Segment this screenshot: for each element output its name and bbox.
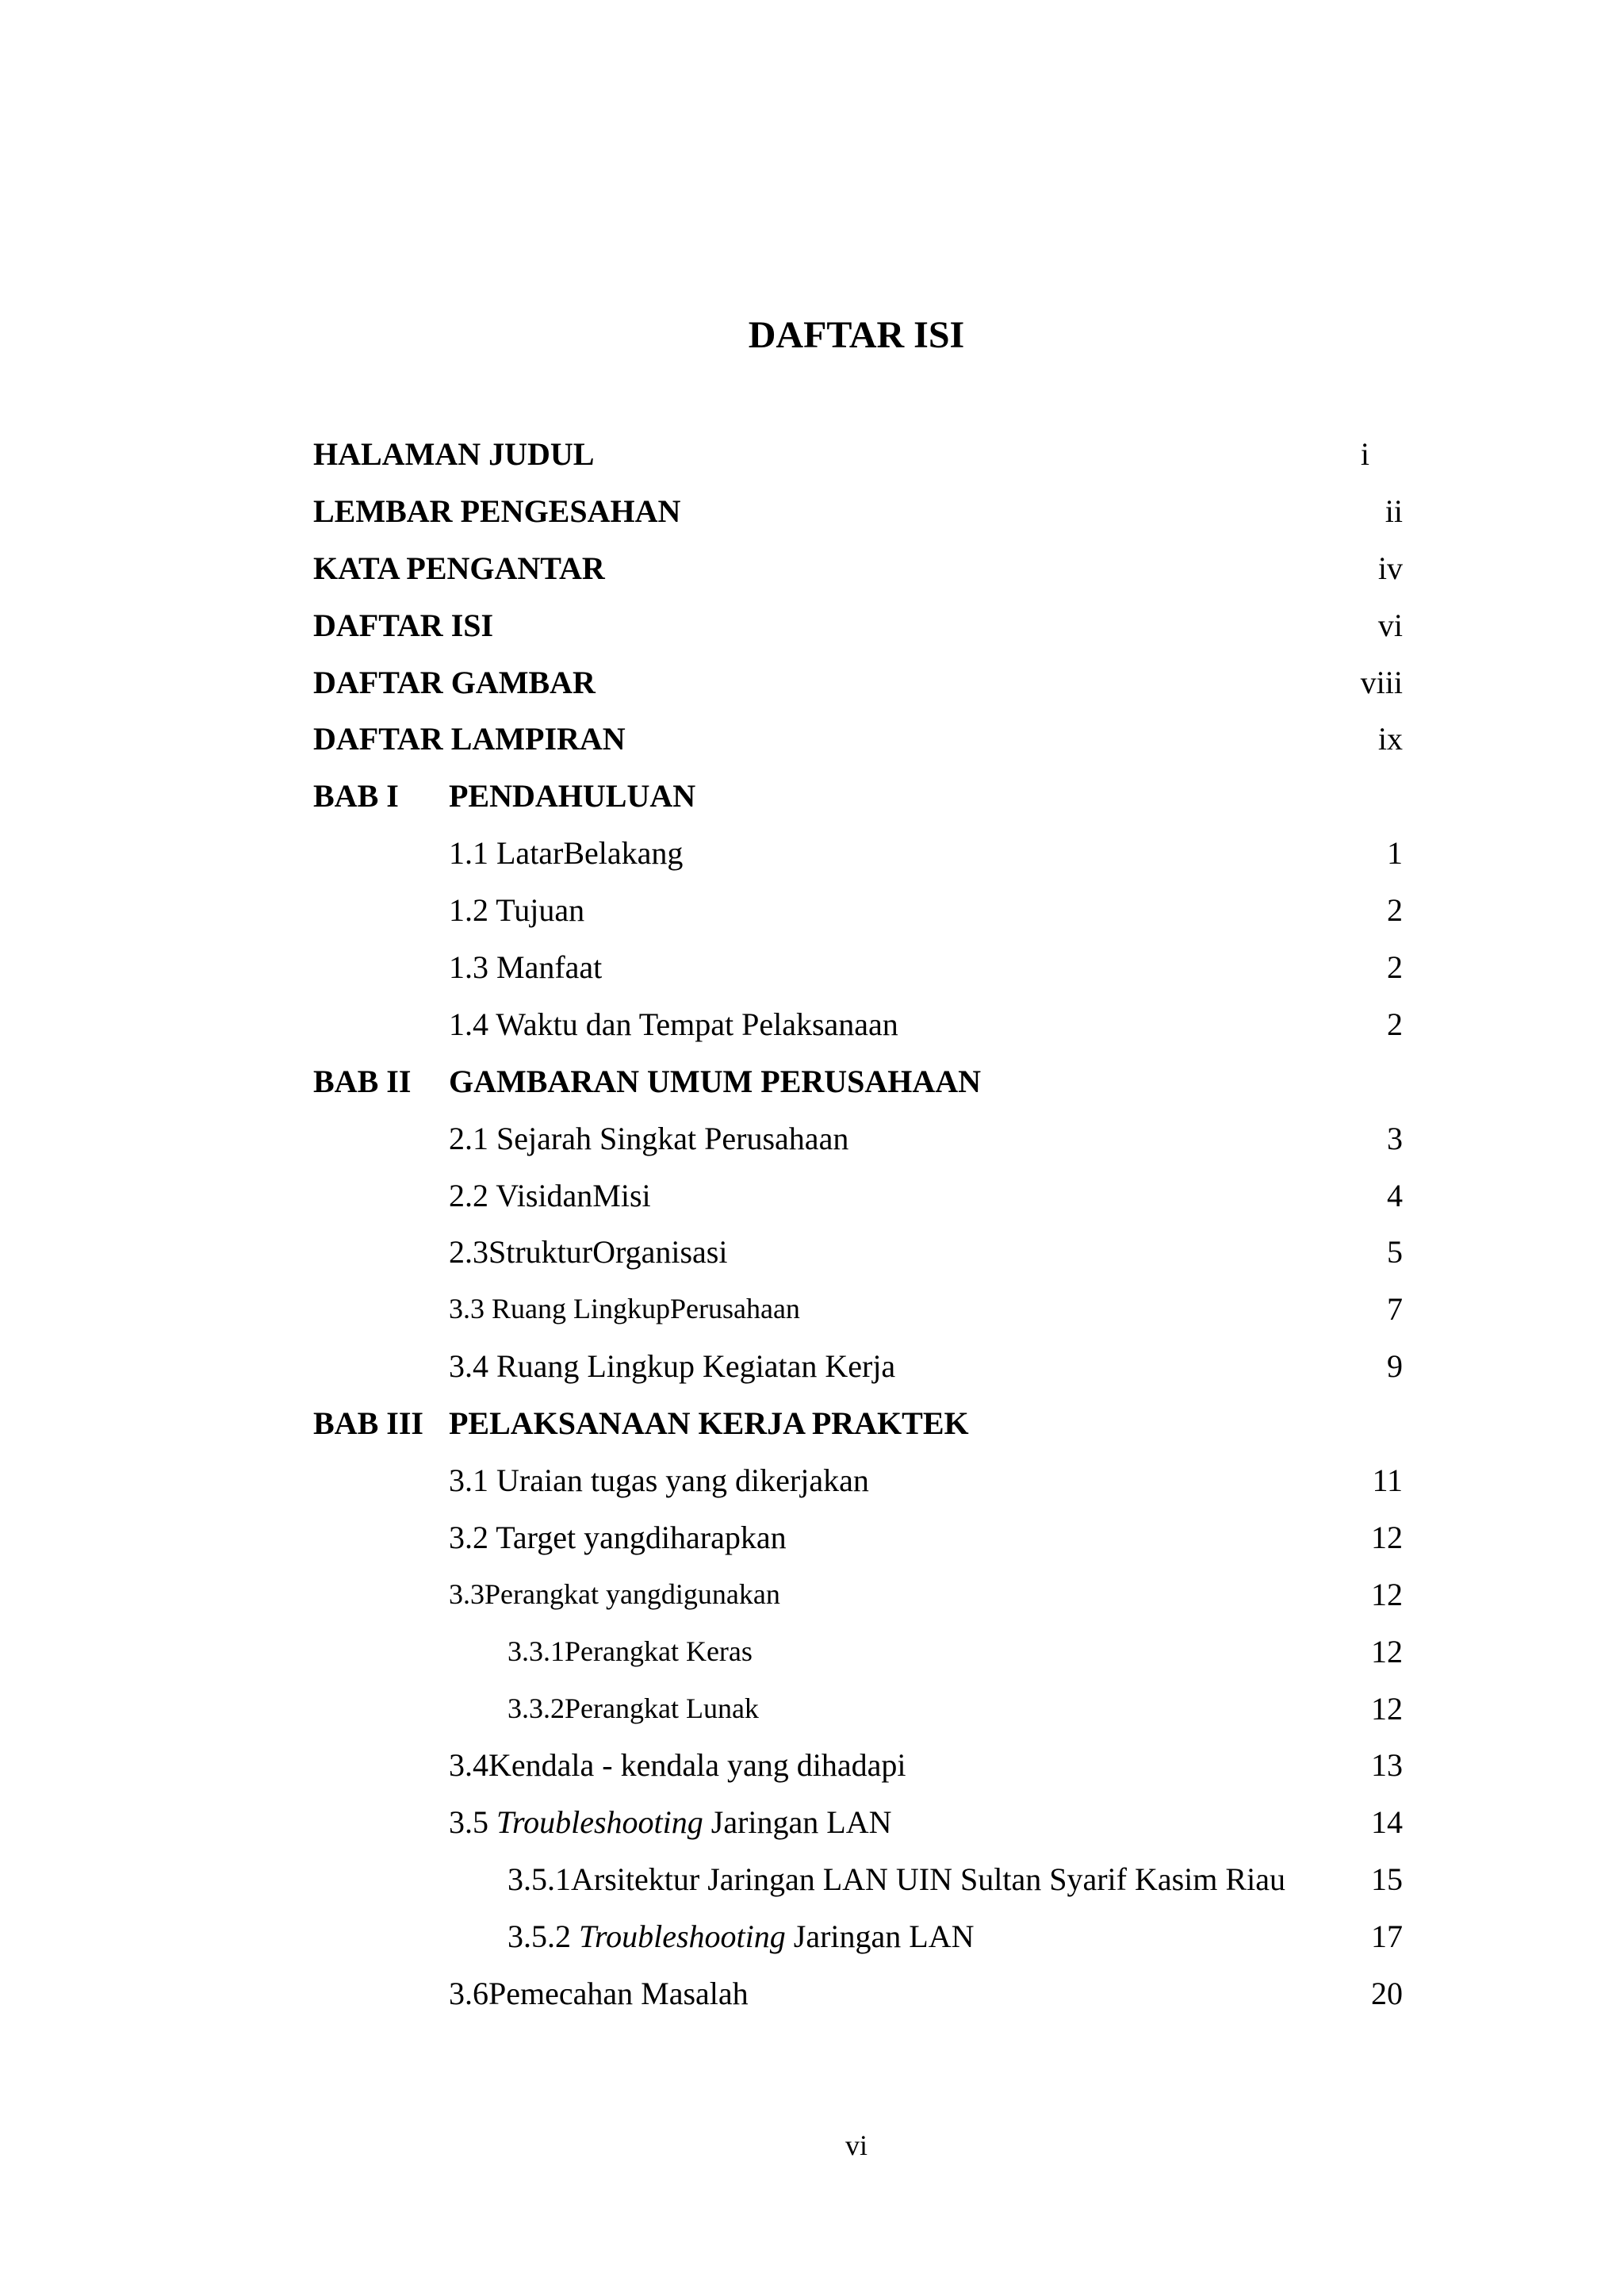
- toc-entry-label: [449, 1965, 749, 2022]
- toc-entry: [313, 1338, 1403, 1395]
- label-text: 3.3 Ruang LingkupPerusahaan: [449, 1293, 800, 1325]
- toc-entry: [313, 711, 1403, 768]
- toc-entry-label: DAFTAR LAMPIRAN: [313, 721, 626, 757]
- label-text: 3.5.1Arsitektur Jaringan LAN UIN Sultan Syarif Kasim Riau: [508, 1861, 1285, 1898]
- toc-entry-page: 2: [1387, 1006, 1403, 1042]
- toc-entry: [313, 1509, 1403, 1566]
- label-text: 3.5: [449, 1804, 496, 1841]
- toc-entry: [313, 483, 1403, 540]
- toc-entry-page: 12: [1371, 1576, 1403, 1612]
- toc-entry-page: 2: [1387, 949, 1403, 986]
- toc-entry-page: 12: [1371, 1633, 1403, 1669]
- label-text: 1.4 Waktu dan Tempat Pelaksanaan: [449, 1006, 898, 1042]
- toc-entry-label: [449, 1281, 800, 1338]
- chapter-number: BAB II: [313, 1063, 412, 1099]
- toc-entry-label: [449, 1794, 892, 1851]
- toc-entry: [313, 1794, 1403, 1851]
- toc-entry-page: ii: [1385, 493, 1403, 529]
- toc-entry-page: 15: [1371, 1861, 1403, 1898]
- label-italic-term: Troubleshooting: [496, 1804, 703, 1841]
- toc-entry: [313, 1681, 1403, 1738]
- toc-entry-label: HALAMAN JUDUL: [313, 436, 595, 472]
- toc-entry-label: [449, 825, 683, 882]
- toc-entry-page: 17: [1371, 1918, 1403, 1955]
- toc-entry-label: [508, 1851, 1285, 1908]
- toc-chapter: [313, 768, 1403, 825]
- label-text: 3.3Perangkat yangdigunakan: [449, 1577, 780, 1610]
- toc-entry-label: [449, 996, 898, 1053]
- toc-entry-label: [449, 1167, 651, 1225]
- toc-entry-page: 3: [1387, 1120, 1403, 1156]
- label-text: 3.6Pemecahan Masalah: [449, 1976, 749, 2012]
- label-text: 3.3.1Perangkat Keras: [508, 1635, 753, 1667]
- toc-chapter: [313, 1395, 1403, 1452]
- toc-entry: [313, 1623, 1403, 1681]
- toc-entry-page: 12: [1371, 1519, 1403, 1555]
- toc-entry-label: [449, 882, 584, 939]
- label-text: Jaringan LAN: [785, 1918, 975, 1955]
- label-text: 2.2 VisidanMisi: [449, 1177, 651, 1213]
- chapter-title: GAMBARAN UMUM PERUSAHAAN: [449, 1063, 982, 1099]
- label-text: 3.4Kendala - kendala yang dihadapi: [449, 1747, 906, 1784]
- toc-entry: [313, 1908, 1403, 1965]
- label-italic-term: Troubleshooting: [579, 1918, 786, 1955]
- toc-entry-page: vi: [1377, 607, 1403, 643]
- toc-entry-page: 2: [1387, 892, 1403, 929]
- toc-entry: [313, 1965, 1403, 2022]
- toc-entry-label: [508, 1908, 975, 1965]
- toc-entry: [313, 939, 1403, 996]
- chapter-number: BAB III: [313, 1405, 423, 1442]
- toc-entry-page: 4: [1387, 1177, 1403, 1213]
- toc-entry: [313, 540, 1403, 597]
- toc-entry-label: [508, 1623, 753, 1681]
- toc-entry-label: KATA PENGANTAR: [313, 550, 605, 586]
- toc-entry-label: [449, 1509, 787, 1566]
- toc-entry-page: 9: [1387, 1348, 1403, 1385]
- label-text: 3.3.2Perangkat Lunak: [508, 1692, 759, 1724]
- toc-entry: [313, 1737, 1403, 1794]
- table-of-contents: [313, 426, 1403, 2022]
- toc-entry-label: [449, 1338, 895, 1395]
- toc-entry-page: 13: [1371, 1747, 1403, 1784]
- toc-entry-label: [449, 1737, 906, 1794]
- chapter-title: PENDAHULUAN: [449, 778, 696, 815]
- toc-entry: [313, 1167, 1403, 1225]
- label-text: 3.2 Target yangdiharapkan: [449, 1519, 787, 1555]
- toc-entry-page: 14: [1371, 1804, 1403, 1841]
- toc-entry-page: 11: [1372, 1462, 1403, 1499]
- toc-entry-page: 20: [1371, 1976, 1403, 2012]
- toc-entry: [313, 1452, 1403, 1509]
- label-text: 2.3StrukturOrganisasi: [449, 1234, 728, 1271]
- label-text: 3.4 Ruang Lingkup Kegiatan Kerja: [449, 1348, 896, 1385]
- toc-entry: [313, 1281, 1403, 1338]
- toc-entry-page: i: [1360, 436, 1369, 472]
- label-text: 2.1 Sejarah Singkat Perusahaan: [449, 1120, 849, 1156]
- toc-entry: [313, 426, 1403, 483]
- toc-entry-label: [449, 1224, 727, 1281]
- toc-entry-label: [449, 1566, 780, 1623]
- toc-entry-label: [449, 939, 602, 996]
- toc-entry-label: [449, 1452, 869, 1509]
- label-text: 1.1 LatarBelakang: [449, 835, 684, 872]
- label-text: 3.5.2: [508, 1918, 579, 1955]
- toc-chapter: [313, 1053, 1403, 1110]
- label-text: 1.3 Manfaat: [449, 949, 603, 986]
- toc-entry: [313, 654, 1403, 711]
- toc-entry-page: ix: [1377, 721, 1403, 757]
- toc-entry: [313, 597, 1403, 654]
- toc-entry: [313, 825, 1403, 882]
- toc-entry: [313, 1566, 1403, 1623]
- label-text: Jaringan LAN: [703, 1804, 892, 1841]
- toc-entry-label: DAFTAR GAMBAR: [313, 664, 596, 700]
- toc-entry-page: viii: [1360, 664, 1403, 700]
- label-text: 3.1 Uraian tugas yang dikerjakan: [449, 1462, 869, 1499]
- toc-entry: [313, 1110, 1403, 1167]
- chapter-number: BAB I: [313, 778, 399, 815]
- toc-entry-label: DAFTAR ISI: [313, 607, 494, 643]
- toc-entry-page: 12: [1371, 1690, 1403, 1727]
- toc-entry-label: [449, 1110, 848, 1167]
- toc-entry: [313, 882, 1403, 939]
- toc-entry-page: 5: [1387, 1234, 1403, 1271]
- page-title: DAFTAR ISI: [748, 314, 965, 356]
- toc-entry-label: LEMBAR PENGESAHAN: [313, 493, 681, 529]
- toc-entry-page: 1: [1387, 835, 1403, 872]
- toc-entry: [313, 1851, 1403, 1908]
- toc-entry-label: [508, 1681, 759, 1738]
- page-number: vi: [845, 2129, 868, 2161]
- toc-entry: [313, 1224, 1403, 1281]
- chapter-title: PELAKSANAAN KERJA PRAKTEK: [449, 1405, 969, 1442]
- toc-entry: [313, 996, 1403, 1053]
- label-text: 1.2 Tujuan: [449, 892, 585, 929]
- toc-entry-page: iv: [1377, 550, 1403, 586]
- toc-entry-page: 7: [1387, 1291, 1403, 1328]
